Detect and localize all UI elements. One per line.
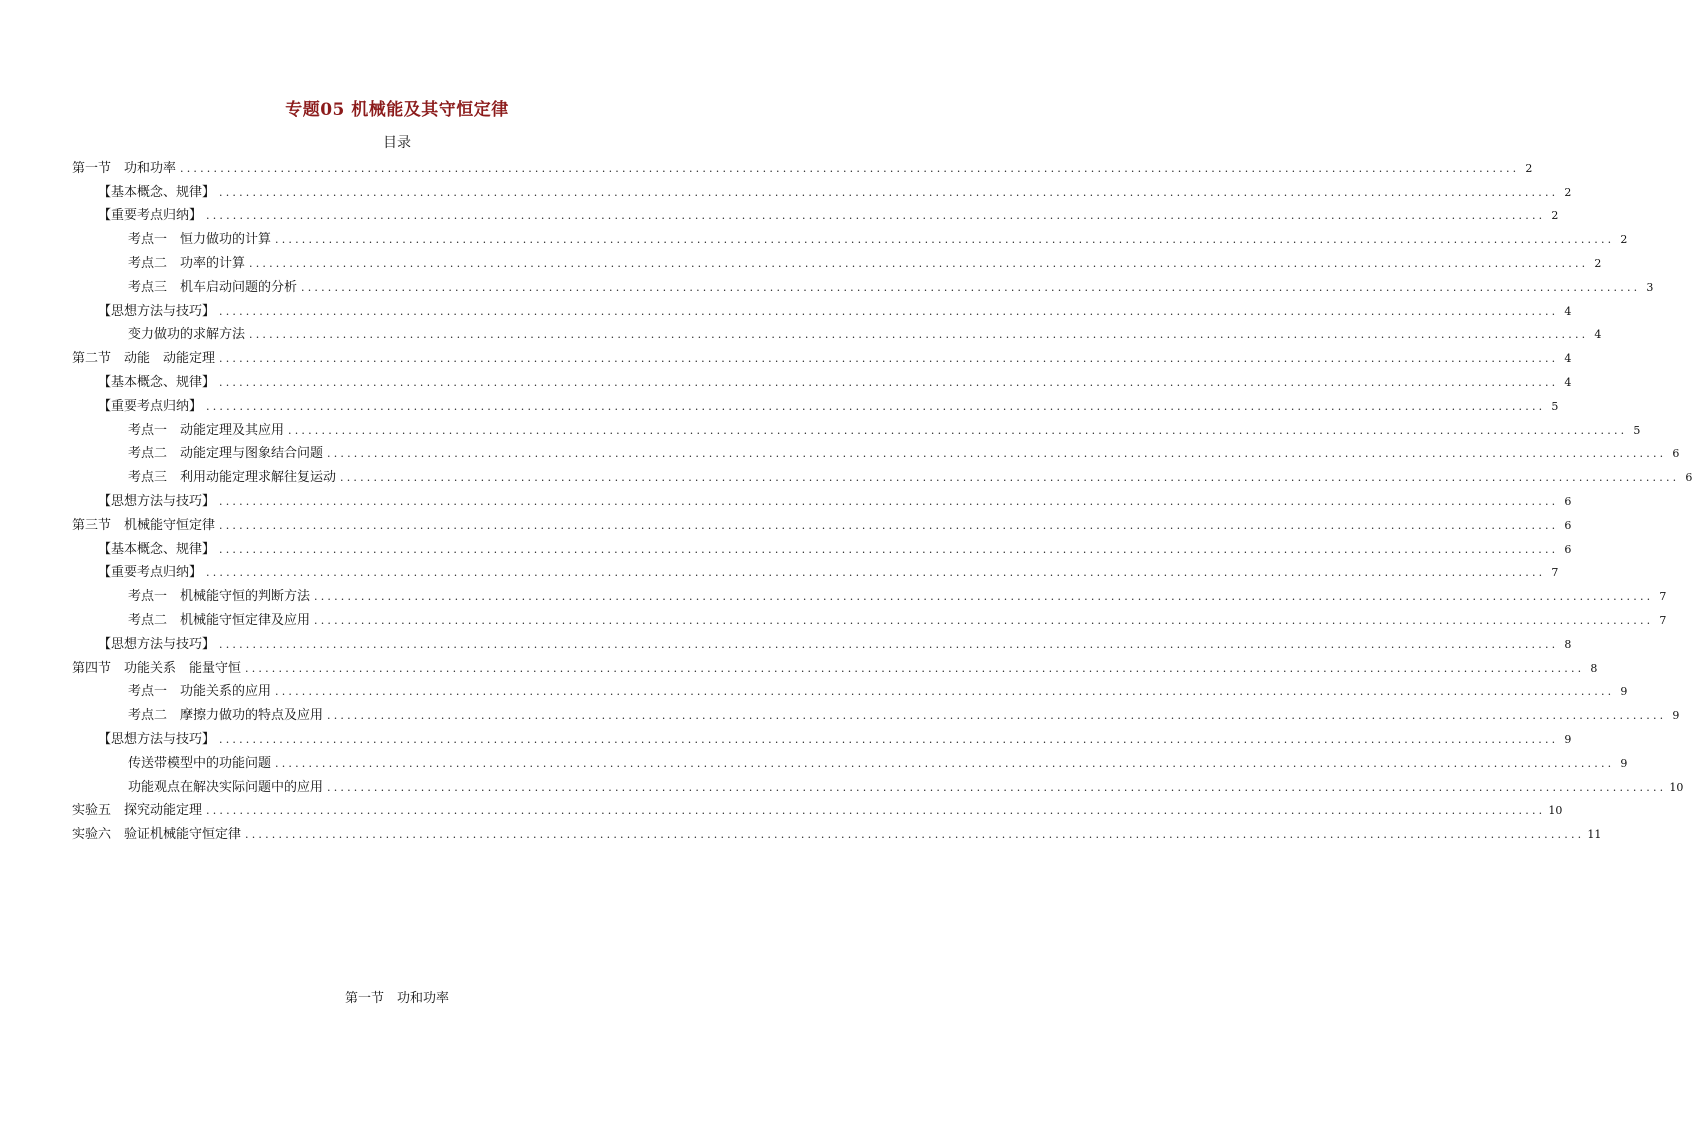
toc-entry-label: 第二节 动能 动能定理 bbox=[72, 351, 219, 367]
toc-dot-leader: ........................................................................................................................................................................................................ bbox=[275, 685, 1615, 699]
toc-entry-page-number: 5 bbox=[1551, 399, 1559, 413]
toc-dot-leader: ........................................................................................................................................................................................................ bbox=[340, 471, 1680, 485]
toc-entry-page-number: 9 bbox=[1620, 685, 1628, 699]
toc-entry[interactable] bbox=[72, 581, 1667, 605]
toc-entry-page-number: 7 bbox=[1659, 613, 1667, 627]
toc-dot-leader: ........................................................................................................................................................................................................ bbox=[219, 352, 1559, 366]
toc-dot-leader: ........................................................................................................................................................................................................ bbox=[275, 233, 1615, 247]
toc-entry-label: 考点二 功率的计算 bbox=[128, 256, 249, 272]
toc-entry[interactable] bbox=[72, 248, 1602, 272]
toc-entry-label: 考点二 机械能守恒定律及应用 bbox=[128, 613, 314, 629]
toc-dot-leader: ........................................................................................................................................................................................................ bbox=[219, 375, 1559, 389]
toc-entry[interactable] bbox=[72, 558, 1559, 582]
toc-entry-label: 【思想方法与技巧】 bbox=[98, 732, 219, 748]
toc-entry[interactable] bbox=[72, 486, 1572, 510]
toc-entry-label: 功能观点在解决实际问题中的应用 bbox=[128, 780, 327, 796]
toc-entry-label: 第一节 功和功率 bbox=[72, 161, 180, 177]
toc-entry-label: 考点一 恒力做功的计算 bbox=[128, 232, 275, 248]
toc-entry[interactable] bbox=[72, 224, 1628, 248]
toc-entry[interactable] bbox=[72, 296, 1572, 320]
toc-dot-leader: ........................................................................................................................................................................................................ bbox=[219, 637, 1559, 651]
toc-entry[interactable] bbox=[72, 177, 1572, 201]
toc-dot-leader: ........................................................................................................................................................................................................ bbox=[249, 328, 1589, 342]
toc-entry-label: 传送带模型中的功能问题 bbox=[128, 756, 275, 772]
toc-entry-page-number: 2 bbox=[1594, 256, 1602, 270]
toc-entry-page-number: 3 bbox=[1646, 280, 1654, 294]
toc-entry-page-number: 2 bbox=[1551, 209, 1559, 223]
toc-entry-label: 【重要考点归纳】 bbox=[98, 565, 206, 581]
toc-entry[interactable] bbox=[72, 391, 1559, 415]
toc-entry[interactable] bbox=[72, 439, 1680, 463]
toc-entry[interactable] bbox=[72, 320, 1602, 344]
toc-entry-page-number: 6 bbox=[1564, 518, 1572, 532]
toc-entry-label: 【思想方法与技巧】 bbox=[98, 637, 219, 653]
toc-entry[interactable] bbox=[72, 153, 1533, 177]
toc-entry[interactable] bbox=[72, 534, 1572, 558]
toc-entry-page-number: 2 bbox=[1525, 161, 1533, 175]
toc-dot-leader: ........................................................................................................................................................................................................ bbox=[180, 161, 1520, 175]
toc-dot-leader: ........................................................................................................................................................................................................ bbox=[219, 518, 1559, 532]
toc-entry[interactable] bbox=[72, 653, 1598, 677]
toc-entry[interactable] bbox=[72, 367, 1572, 391]
toc-dot-leader: ........................................................................................................................................................................................................ bbox=[327, 709, 1667, 723]
toc-entry-page-number: 9 bbox=[1564, 732, 1572, 746]
toc-entry[interactable] bbox=[72, 343, 1572, 367]
toc-entry-label: 实验六 验证机械能守恒定律 bbox=[72, 827, 245, 843]
toc-entry-page-number: 6 bbox=[1564, 542, 1572, 556]
toc-dot-leader: ........................................................................................................................................................................................................ bbox=[219, 732, 1559, 746]
toc-entry[interactable] bbox=[72, 724, 1572, 748]
toc-dot-leader: ........................................................................................................................................................................................................ bbox=[288, 423, 1628, 437]
toc-entry-label: 考点三 利用动能定理求解往复运动 bbox=[128, 470, 340, 486]
toc-entry-label: 考点一 功能关系的应用 bbox=[128, 684, 275, 700]
toc-entry-label: 考点一 动能定理及其应用 bbox=[128, 423, 288, 439]
toc-entry[interactable] bbox=[72, 748, 1628, 772]
toc-dot-leader: ........................................................................................................................................................................................................ bbox=[219, 304, 1559, 318]
document-title: 专题05 机械能及其守恒定律 bbox=[285, 100, 509, 120]
toc-dot-leader: ........................................................................................................................................................................................................ bbox=[314, 613, 1654, 627]
toc-dot-leader: ........................................................................................................................................................................................................ bbox=[327, 780, 1667, 794]
toc-entry-label: 【重要考点归纳】 bbox=[98, 208, 206, 224]
toc-entry[interactable] bbox=[72, 510, 1572, 534]
toc-entry-page-number: 7 bbox=[1659, 590, 1667, 604]
toc-dot-leader: ........................................................................................................................................................................................................ bbox=[314, 590, 1654, 604]
toc-entry-label: 考点二 摩擦力做功的特点及应用 bbox=[128, 708, 327, 724]
toc-entry[interactable] bbox=[72, 415, 1641, 439]
toc-entry[interactable] bbox=[72, 201, 1559, 225]
toc-entry-page-number: 8 bbox=[1564, 637, 1572, 651]
toc-entry[interactable] bbox=[72, 772, 1684, 796]
toc-entry[interactable] bbox=[72, 605, 1667, 629]
toc-entry[interactable] bbox=[72, 796, 1563, 820]
toc-entry-label: 变力做功的求解方法 bbox=[128, 327, 249, 343]
section-heading: 第一节 功和功率 bbox=[344, 991, 449, 1006]
toc-entry-page-number: 6 bbox=[1564, 494, 1572, 508]
toc-entry-label: 考点一 机械能守恒的判断方法 bbox=[128, 589, 314, 605]
toc-dot-leader: ........................................................................................................................................................................................................ bbox=[219, 185, 1559, 199]
toc-entry[interactable] bbox=[72, 629, 1572, 653]
toc-dot-leader: ........................................................................................................................................................................................................ bbox=[249, 256, 1589, 270]
toc-dot-leader: ........................................................................................................................................................................................................ bbox=[327, 447, 1667, 461]
toc-entry-page-number: 2 bbox=[1620, 233, 1628, 247]
toc-entry-label: 【基本概念、规律】 bbox=[98, 375, 219, 391]
toc-entry-page-number: 7 bbox=[1551, 566, 1559, 580]
toc-entry-label: 【基本概念、规律】 bbox=[98, 542, 219, 558]
toc-entry-page-number: 10 bbox=[1548, 804, 1563, 818]
toc-entry-page-number: 4 bbox=[1564, 352, 1572, 366]
toc-dot-leader: ........................................................................................................................................................................................................ bbox=[301, 280, 1641, 294]
toc-entry-label: 考点二 动能定理与图象结合问题 bbox=[128, 446, 327, 462]
toc-entry[interactable] bbox=[72, 272, 1654, 296]
toc-entry-label: 【思想方法与技巧】 bbox=[98, 494, 219, 510]
toc-entry-page-number: 6 bbox=[1685, 471, 1692, 485]
toc-entry-page-number: 10 bbox=[1669, 780, 1684, 794]
toc-entry[interactable] bbox=[72, 462, 1692, 486]
toc-dot-leader: ........................................................................................................................................................................................................ bbox=[219, 542, 1559, 556]
toc-heading: 目录 bbox=[383, 135, 411, 151]
toc-entry[interactable] bbox=[72, 700, 1680, 724]
toc-entry-page-number: 8 bbox=[1590, 661, 1598, 675]
toc-dot-leader: ........................................................................................................................................................................................................ bbox=[206, 804, 1546, 818]
toc-entry-page-number: 2 bbox=[1564, 185, 1572, 199]
toc-entry-page-number: 11 bbox=[1587, 828, 1602, 842]
toc-entry-label: 第四节 功能关系 能量守恒 bbox=[72, 661, 245, 677]
toc-entry[interactable] bbox=[72, 819, 1602, 843]
toc-dot-leader: ........................................................................................................................................................................................................ bbox=[245, 828, 1585, 842]
toc-entry-page-number: 5 bbox=[1633, 423, 1641, 437]
toc-entry-page-number: 4 bbox=[1564, 304, 1572, 318]
toc-entry-label: 【重要考点归纳】 bbox=[98, 399, 206, 415]
toc-entry-label: 【思想方法与技巧】 bbox=[98, 304, 219, 320]
toc-dot-leader: ........................................................................................................................................................................................................ bbox=[245, 661, 1585, 675]
toc-entry[interactable] bbox=[72, 677, 1628, 701]
toc-dot-leader: ........................................................................................................................................................................................................ bbox=[275, 756, 1615, 770]
toc-entry-label: 第三节 机械能守恒定律 bbox=[72, 518, 219, 534]
toc-entry-label: 实验五 探究动能定理 bbox=[72, 803, 206, 819]
toc-dot-leader: ........................................................................................................................................................................................................ bbox=[206, 209, 1546, 223]
toc-entry-page-number: 9 bbox=[1620, 756, 1628, 770]
toc-entry-page-number: 6 bbox=[1672, 447, 1680, 461]
toc-dot-leader: ........................................................................................................................................................................................................ bbox=[206, 399, 1546, 413]
toc-entry-page-number: 4 bbox=[1594, 328, 1602, 342]
toc-dot-leader: ........................................................................................................................................................................................................ bbox=[219, 494, 1559, 508]
toc-dot-leader: ........................................................................................................................................................................................................ bbox=[206, 566, 1546, 580]
table-of-contents bbox=[72, 153, 1692, 843]
toc-entry-label: 【基本概念、规律】 bbox=[98, 185, 219, 201]
toc-entry-page-number: 4 bbox=[1564, 375, 1572, 389]
toc-entry-page-number: 9 bbox=[1672, 709, 1680, 723]
toc-entry-label: 考点三 机车启动问题的分析 bbox=[128, 280, 301, 296]
